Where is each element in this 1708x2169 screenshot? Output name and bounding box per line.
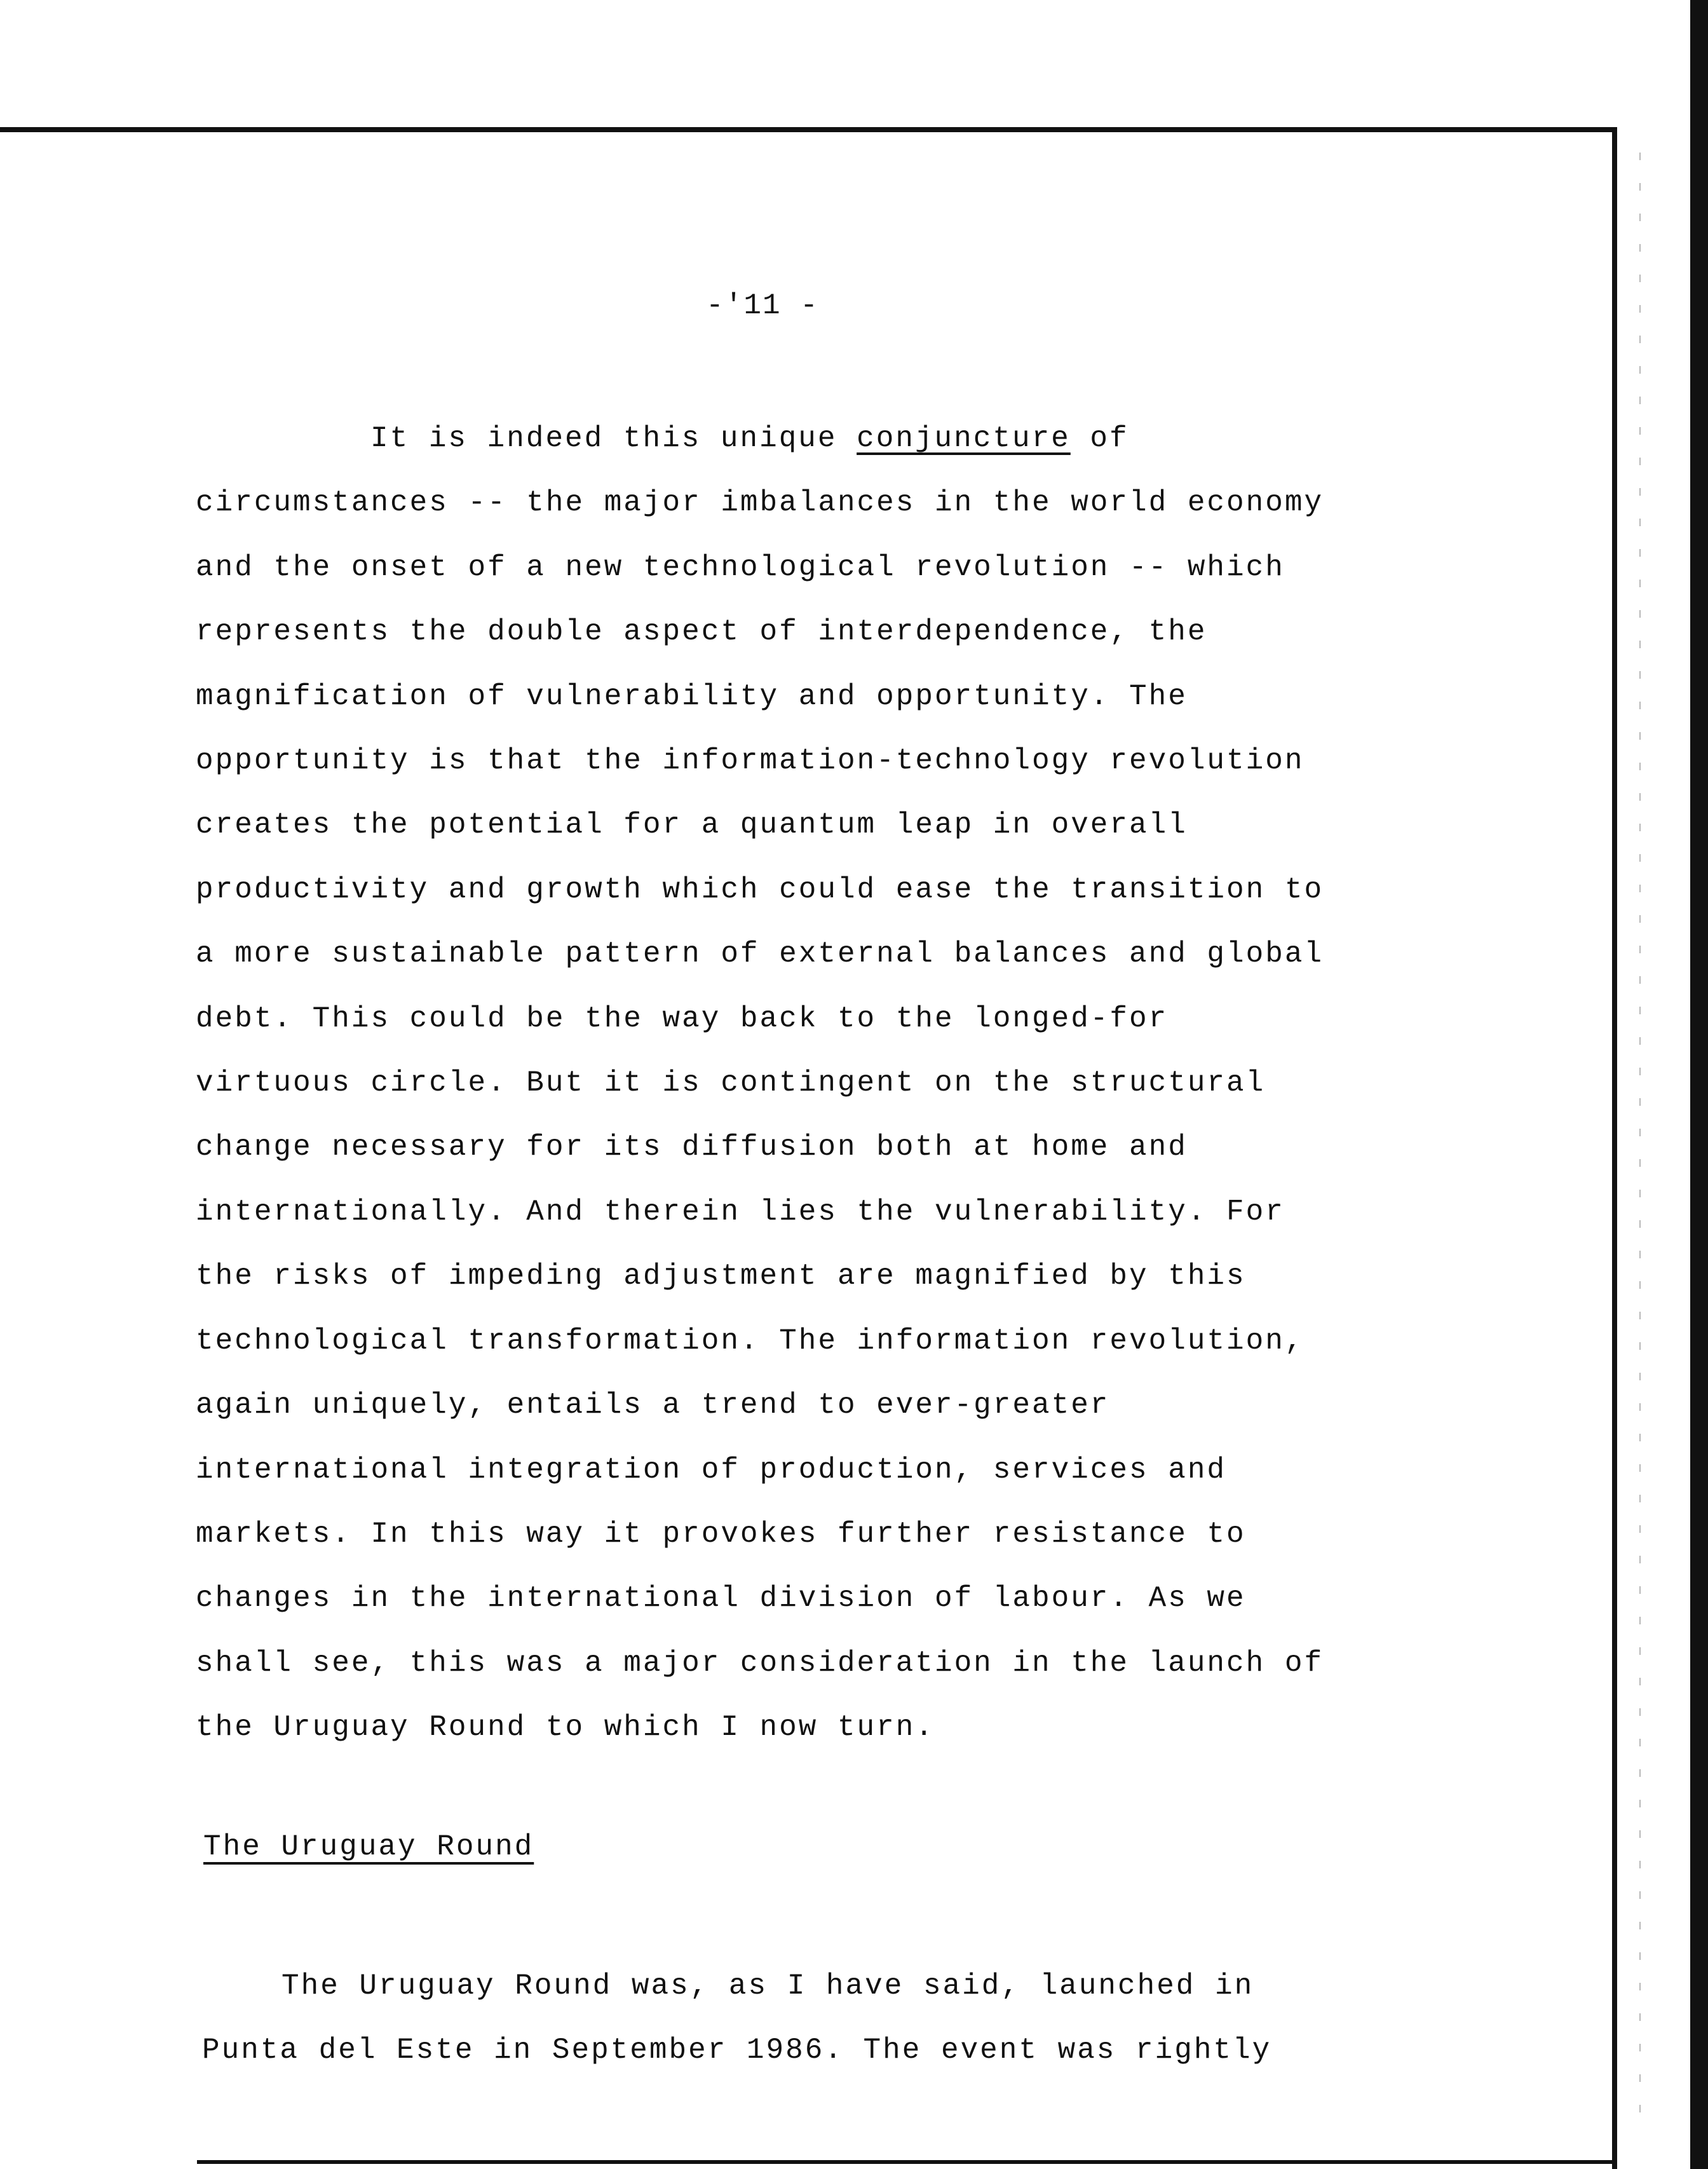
text-run: of [1070,422,1129,455]
paragraph-line: markets. In this way it provokes further resistance to [196,1517,1246,1551]
section-heading: The Uruguay Round [203,1830,534,1863]
paragraph-line: magnification of vulnerability and opportunity. The [196,679,1188,713]
scan-edge [1690,0,1708,2169]
paragraph-line: debt. This could be the way back to the longed-for [196,1002,1169,1035]
paragraph-line: Punta del Este in September 1986. The event was rightly [202,2034,1272,2067]
text-run: It is indeed this unique [370,422,857,455]
paragraph-line: internationally. And therein lies the vulnerability. For [196,1195,1285,1228]
paragraph-line: change necessary for its diffusion both at home and [196,1131,1188,1164]
paragraph-line: virtuous circle. But it is contingent on the structural [196,1066,1266,1100]
paragraph-line: the Uruguay Round to which I now turn. [196,1711,935,1744]
underlined-word: conjuncture [857,422,1071,455]
paragraph-line: a more sustainable pattern of external balances and global [196,937,1324,971]
page-number: -'11 - [706,289,819,322]
paragraph-line: The Uruguay Round was, as I have said, launched in [281,1969,1254,2002]
body-paragraph-1 [196,407,1352,1760]
paragraph-line: shall see, this was a major consideration in the launch of [196,1646,1324,1680]
paragraph-line: opportunity is that the information-technology revolution [196,744,1305,778]
page-border-top [0,127,1617,132]
scan-noise [1639,153,1641,2123]
paragraph-line: changes in the international division of labour. As we [196,1582,1246,1615]
paragraph-line: circumstances -- the major imbalances in the world economy [196,486,1324,520]
paragraph-line: and the onset of a new technological revolution -- which [196,550,1285,584]
page-border-right [1612,127,1617,2169]
paragraph-line: productivity and growth which could ease the transition to [196,873,1324,906]
paragraph-line: international integration of production, services and [196,1453,1227,1486]
paragraph-line: creates the potential for a quantum leap in overall [196,808,1188,842]
paragraph-line: represents the double aspect of interdependence, the [196,615,1207,649]
body-paragraph-2 [202,1954,1359,2083]
page-border-bottom [197,2160,1617,2164]
paragraph-line: the risks of impeding adjustment are magnified by this [196,1260,1246,1293]
paragraph-line: again uniquely, entails a trend to ever-greater [196,1389,1110,1422]
paragraph-line [196,407,1352,471]
paragraph-line: technological transformation. The information revolution, [196,1324,1305,1357]
